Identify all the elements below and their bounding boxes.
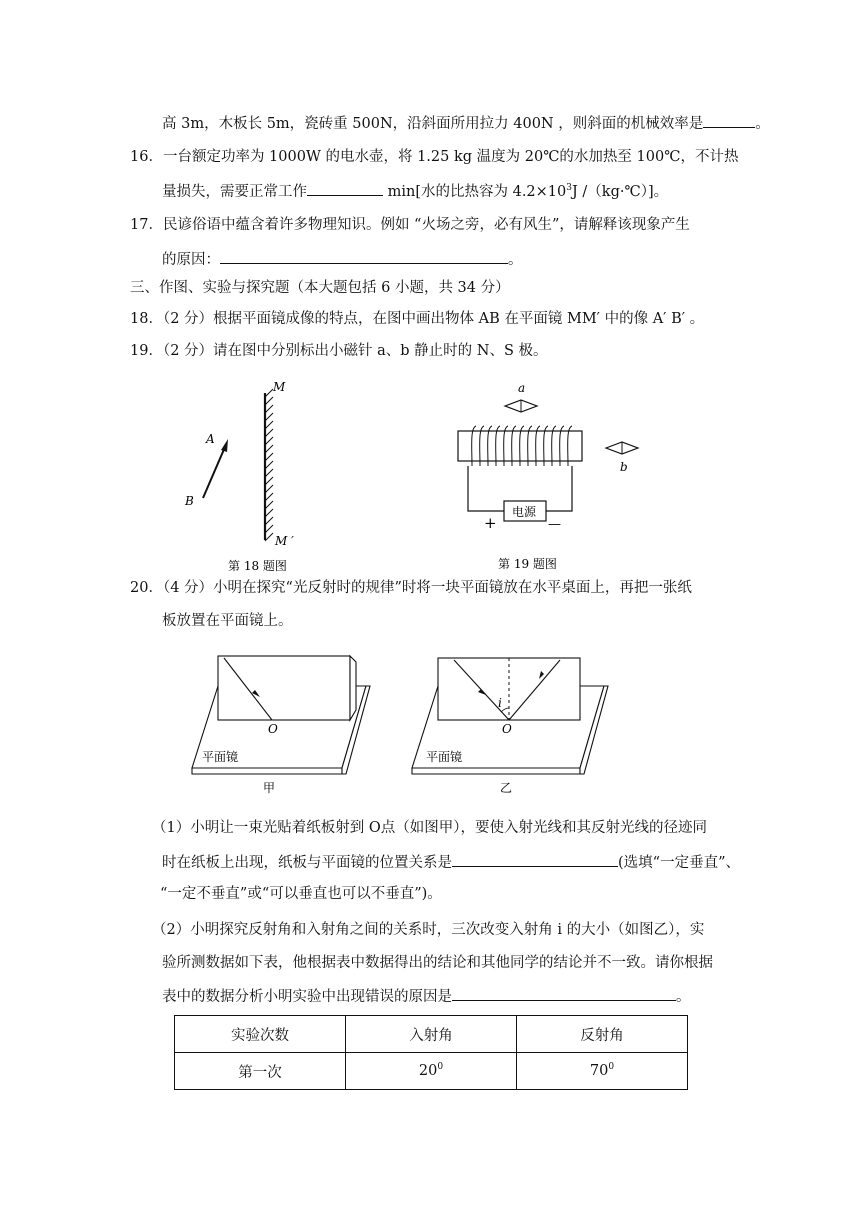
table-cell-trial: 第一次 — [175, 1053, 346, 1090]
cardboard-left — [218, 656, 350, 720]
q20-line2: 板放置在平面镜上。 — [162, 613, 293, 629]
fig20-caption-yi: 乙 — [500, 781, 513, 795]
q20-part2-line3: 表中的数据分析小明实验中出现错误的原因是 。 — [162, 986, 691, 1007]
fig19-solenoid-diagram — [450, 378, 650, 573]
q20-part1-line3: “一定不垂直”或“可以垂直也可以不垂直”)。 — [160, 886, 442, 902]
table-header: 反射角 — [517, 1016, 688, 1053]
fig20-yi-i: i — [498, 696, 502, 710]
fig19-plus: + — [484, 514, 497, 532]
table-cell-incident: $20^0$ — [346, 1053, 517, 1090]
q20-part2-line1: （2）小明探究反射角和入射角之间的关系时，三次改变入射角 i 的大小（如图乙），实 — [152, 922, 705, 938]
fig18-label-b: B — [185, 494, 194, 508]
q20-part1-line1: （1）小明让一束光贴着纸板射到 O点（如图甲），要使入射光线和其反射光线的径迹同 — [152, 820, 707, 836]
fig19-power-label: 电源 — [512, 505, 537, 519]
q15-answer-blank[interactable] — [703, 113, 755, 128]
q16-answer-blank[interactable] — [307, 181, 383, 196]
q15-line: 高 3m，木板长 5m，瓷砖重 500N，沿斜面所用拉力 400N ，则斜面的机械效率是 。 — [162, 113, 770, 134]
table-cell-reflected: $70^0$ — [517, 1053, 688, 1090]
q17-line1: 17．民谚俗语中蕴含着许多物理知识。例如 “火场之旁，必有风生”，请解释该现象产生 — [130, 217, 690, 233]
fig20-caption-jia: 甲 — [263, 781, 276, 795]
q20-part1-answer-blank[interactable] — [452, 852, 618, 867]
fig18-label-m: M — [273, 380, 286, 394]
fig20-yi-diagram — [408, 650, 613, 800]
fig20-jia-mirror-label: 平面镜 — [202, 750, 239, 764]
fig19-label-a: a — [518, 381, 526, 395]
fig20-yi-mirror-label: 平面镜 — [426, 750, 463, 764]
q17-line2: 的原因： 。 — [162, 249, 523, 270]
q19-line: 19．（2 分）请在图中分别标出小磁针 a、b 静止时的 N、S 极。 — [130, 343, 548, 359]
q20-part1-line2: 时在纸板上出现，纸板与平面镜的位置关系是 (选填“一定垂直”、 — [162, 852, 740, 873]
table-header-row — [175, 1016, 688, 1053]
table-header: 实验次数 — [175, 1016, 346, 1053]
fig19-label-b: b — [620, 460, 628, 474]
q17-answer-blank[interactable] — [220, 249, 508, 264]
data-table — [174, 1015, 688, 1090]
q18-line: 18．（2 分）根据平面镜成像的特点，在图中画出物体 AB 在平面镜 MM′ 中的像 A′ B′ 。 — [130, 311, 705, 327]
table-header: 入射角 — [346, 1016, 517, 1053]
fig20-jia-diagram — [188, 650, 388, 800]
fig19-caption: 第 19 题图 — [498, 557, 557, 571]
q20-line1: 20．（4 分）小明在探究“光反射时的规律”时将一块平面镜放在水平桌面上，再把一张纸 — [130, 580, 692, 596]
fig20-yi-o: O — [502, 722, 512, 736]
q16-line2: 量损失，需要正常工作 min[水的比热容为 $4.2\times 10^3J$ /（kg·℃）]。 — [162, 183, 669, 200]
section-3-heading: 三、作图、实验与探究题（本大题包括 6 小题，共 34 分） — [130, 280, 510, 296]
q20-part2-line2: 验所测数据如下表，他根据表中数据得出的结论和其他同学的结论并不一致。请你根据 — [162, 955, 713, 971]
q16-line1: 16．一台额定功率为 1000W 的电水壶，将 1.25 kg 温度为 20℃的水加热至 100℃，不计热 — [130, 149, 739, 165]
fig18-label-m-prime: M ′ — [275, 534, 294, 548]
fig19-minus: — — [548, 517, 561, 532]
fig18-label-a: A — [206, 432, 215, 446]
fig18-caption: 第 18 题图 — [228, 559, 287, 573]
fig20-jia-o: O — [268, 722, 278, 736]
fig18-mirror-diagram — [170, 375, 320, 575]
q20-part2-answer-blank[interactable] — [452, 986, 676, 1001]
table-row — [175, 1053, 688, 1090]
